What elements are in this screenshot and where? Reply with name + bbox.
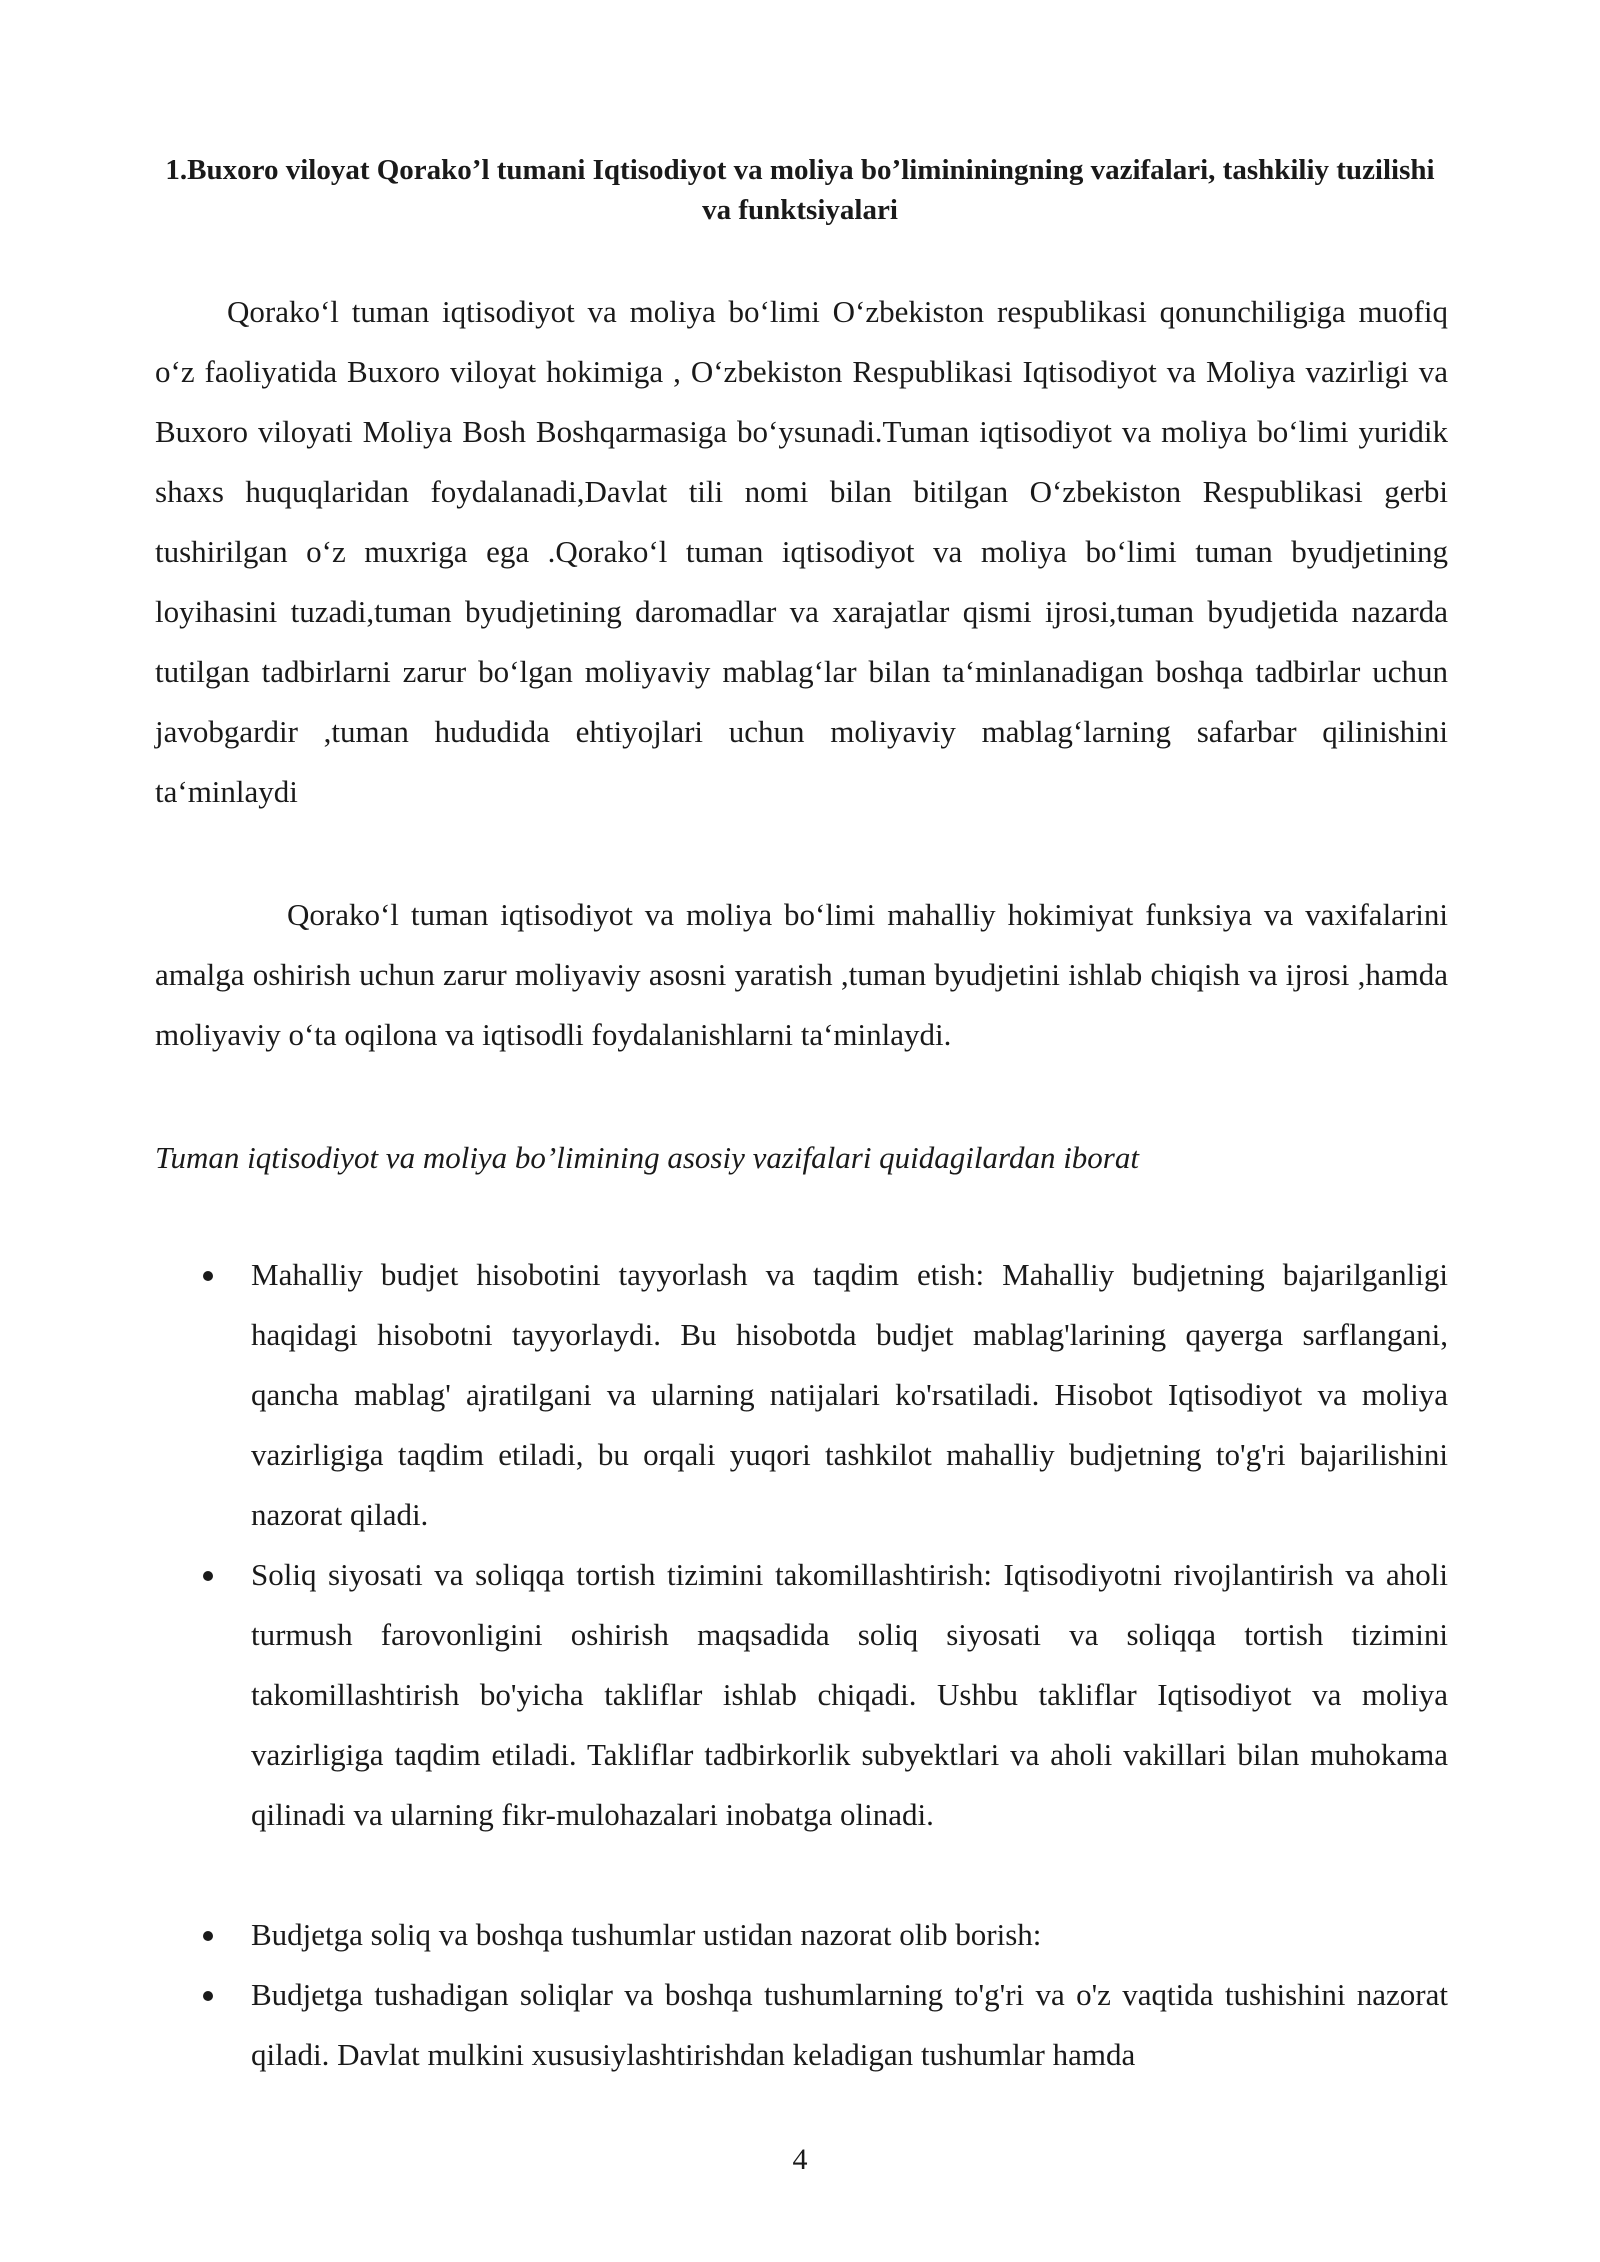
- list-item-text: Budjetga tushadigan soliqlar va boshqa tushumlarning to'g'ri va o'z vaqtida tushishini nazorat qiladi. Davlat mulkini xususiylashtirishdan keladigan tushumlar hamda: [251, 1977, 1448, 2072]
- bullet-icon: [203, 1271, 213, 1281]
- bullet-list-2: [155, 1905, 1448, 2085]
- bullet-icon: [203, 1931, 213, 1941]
- list-item-text: Mahalliy budjet hisobotini tayyorlash va taqdim etish: Mahalliy budjetning bajarilganligi haqidagi hisobotni tayyorlaydi. Bu hisobotda budjet mablag'larining qayerga sarflangani, qancha mablag' ajratilgani va ularning natijalari ko'rsatiladi. Hisobot Iqtisodiyot va moliya vazirligiga taqdim etiladi, bu orqali yuqori tashkilot mahalliy budjetning to'g'ri bajarilishini nazorat qiladi.: [251, 1257, 1448, 1532]
- section-subheading: Tuman iqtisodiyot va moliya bo’limining asosiy vazifalari quidagilardan iborat: [155, 1140, 1139, 1175]
- paragraph-1: Qorako‘l tuman iqtisodiyot va moliya bo‘limi O‘zbekiston respublikasi qonunchiligiga muofiq o‘z faoliyatida Buxoro viloyat hokimiga , O‘zbekiston Respublikasi Iqtisodiyot va Moliya vazirligi va Buxoro viloyati Moliya Bosh Boshqarmasiga bo‘ysunadi.Tuman iqtisodiyot va moliya bo‘limi yuridik shaxs huquqlaridan foydalanadi,Davlat tili nomi bilan bitilgan O‘zbekiston Respublikasi gerbi tushirilgan o‘z muxriga ega .Qorako‘l tuman iqtisodiyot va moliya bo‘limi tuman byudjetining loyihasini tuzadi,tuman byudjetining daromadlar va xarajatlar qismi ijrosi,tuman byudjetida nazarda tutilgan tadbirlarni zarur bo‘lgan moliyaviy mablag‘lar bilan ta‘minlanadigan boshqa tadbirlar uchun javobgardir ,tuman hududida ehtiyojlari uchun moliyaviy mablag‘larning safarbar qilinishini ta‘minlaydi: [155, 294, 1448, 809]
- paragraph-2: Qorako‘l tuman iqtisodiyot va moliya bo‘limi mahalliy hokimiyat funksiya va vaxifalarini amalga oshirish uchun zarur moliyaviy asosni yaratish ,tuman byudjetini ishlab chiqish va ijrosi ,hamda moliyaviy o‘ta oqilona va iqtisodli foydalanishlarni ta‘minlaydi.: [155, 897, 1448, 1052]
- page-number: 4: [792, 2143, 808, 2176]
- list-item: [155, 1905, 1448, 1965]
- list-item-text: Soliq siyosati va soliqqa tortish tizimini takomillashtirish: Iqtisodiyotni rivojlantirish va aholi turmush farovonligini oshirish maqsadida soliq siyosati va soliqqa tortish tizimini takomillashtirish bo'yicha takliflar ishlab chiqadi. Ushbu takliflar Iqtisodiyot va moliya vazirligiga taqdim etiladi. Takliflar tadbirkorlik subyektlari va aholi vakillari bilan muhokama qilinadi va ularning fikr-mulohazalari inobatga olinadi.: [251, 1557, 1448, 1832]
- list-item: [155, 1965, 1448, 2085]
- bullet-icon: [203, 1991, 213, 2001]
- document-title: 1.Buxoro viloyat Qorako’l tumani Iqtisodiyot va moliya bo’limininingning vazifalari, tashkiliy tuzilishi va funktsiyalari: [165, 154, 1435, 226]
- bullet-icon: [203, 1571, 213, 1581]
- list-item: [155, 1245, 1448, 1545]
- list-item-text: Budjetga soliq va boshqa tushumlar ustidan nazorat olib borish:: [251, 1917, 1042, 1952]
- list-item: [155, 1545, 1448, 1845]
- bullet-list-1: [155, 1245, 1448, 1845]
